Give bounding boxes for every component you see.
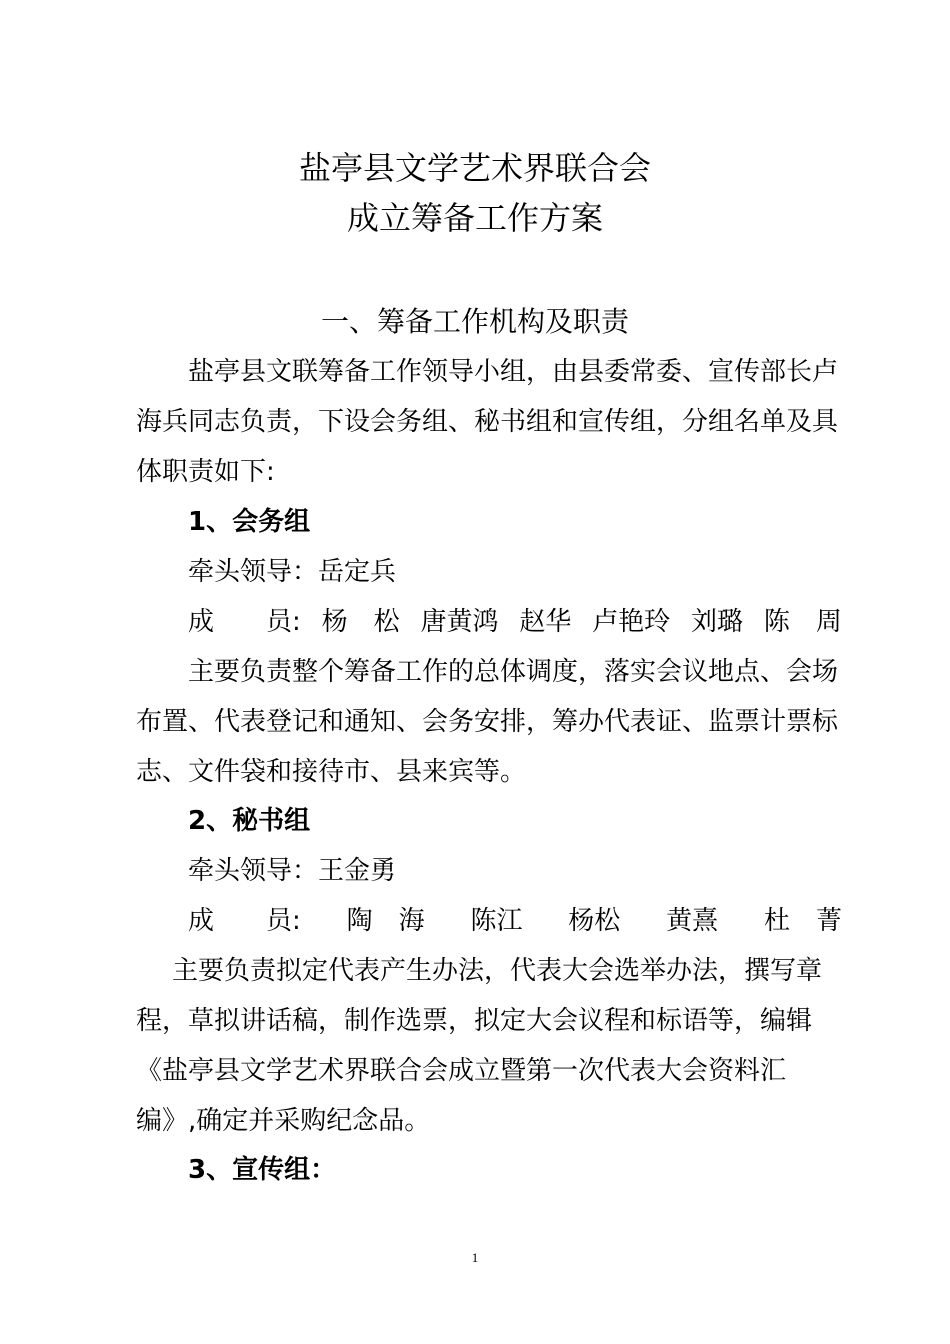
members-label: 成 员: (188, 906, 301, 936)
member-name: 唐黄鸿 (420, 607, 499, 637)
group-members (188, 597, 842, 647)
member-name: 卢艳玲 (592, 607, 671, 637)
page-number: 1 (471, 1250, 479, 1265)
member-name: 赵华 (519, 607, 572, 637)
group-members (188, 896, 842, 946)
group-duty: 主要负责整个筹备工作的总体调度，落实会议地点、会场布置、代表登记和通知、会务安排，筹办代表证、监票计票标志、文件袋和接待市、县来宾等。 (136, 657, 839, 787)
member-name: 陈江 (470, 906, 523, 936)
member-name: 杨松 (568, 906, 621, 936)
intro-paragraph: 盐亭县文联筹备工作领导小组，由县委常委、宣传部长卢海兵同志负责，下设会务组、秘书组和宣传组，分组名单及具体职责如下: (136, 357, 839, 487)
member-name: 陈 周 (763, 607, 842, 637)
document-title-line1: 盐亭县文学艺术界联合会 (298, 149, 651, 187)
section-heading: 一、筹备工作机构及职责 (320, 305, 629, 338)
member-name: 陶 海 (346, 906, 425, 936)
member-name: 杨 松 (321, 607, 400, 637)
member-name: 刘璐 (691, 607, 744, 637)
member-name: 黄熹 (666, 906, 719, 936)
group-heading: 2、秘书组 (188, 806, 311, 836)
group-heading: 1、会务组 (188, 507, 311, 537)
document-title-line2: 成立筹备工作方案 (346, 199, 603, 237)
member-name: 杜 菁 (763, 906, 842, 936)
group-leader: 牵头领导：王金勇 (188, 856, 397, 886)
members-label: 成 员: (188, 607, 301, 637)
group-leader: 牵头领导：岳定兵 (188, 557, 397, 587)
group-duty: 主要负责拟定代表产生办法，代表大会选举办法，撰写章程，草拟讲话稿，制作选票，拟定大会议程和标语等，编辑《盐亭县文学艺术界联合会成立暨第一次代表大会资料汇编》,确定并采购纪念品。 (136, 956, 823, 1136)
group-heading: 3、宣传组： (188, 1155, 337, 1185)
